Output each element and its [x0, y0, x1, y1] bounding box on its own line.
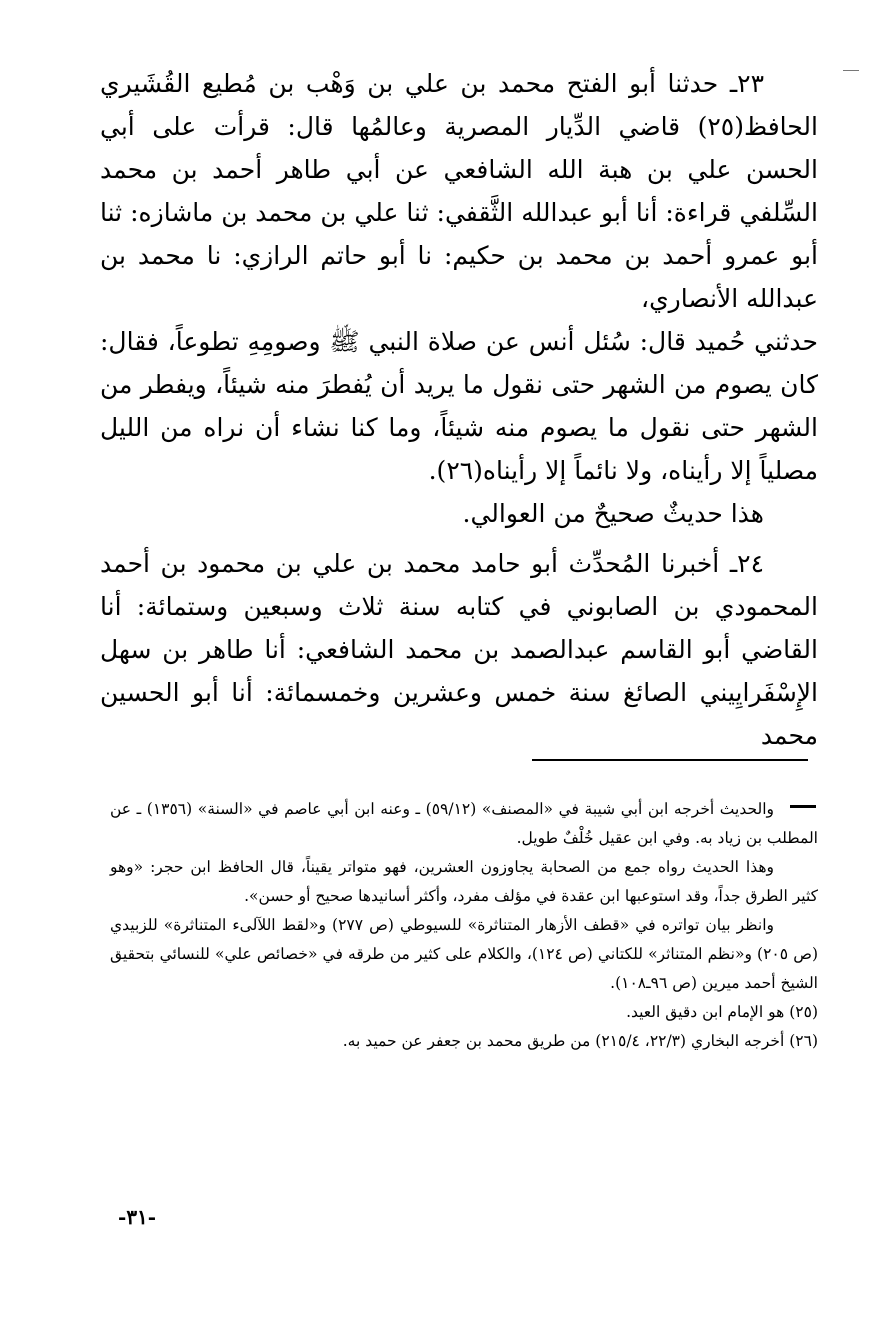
page-edge-mark: [843, 70, 859, 71]
continuation-dash: [790, 805, 816, 808]
page-number: -٣١-: [118, 1205, 157, 1229]
hadith-23-grading: هذا حديثٌ صحيحٌ من العوالي.: [462, 499, 764, 528]
footnote-continuation-1: والحديث أخرجه ابن أبي شيبة في «المصنف» (٥٩/١٢) ـ وعنه ابن أبي عاصم في «السنة» (١٣٥٦) ـ عن المطلب بن زياد به. وفي ابن عقيل خُلْفٌ طويل.: [110, 800, 818, 847]
hadith-23-matn: حدثني حُميد قال: سُئل أنس عن صلاة النبي ﷺ وصومِهِ تطوعاً، فقال: كان يصوم من الشهر حتى نقول ما يريد أن يُفطرَ منه شيئاً، ويفطر من الشهر حتى نقول ما يصوم منه شيئاً، وما كنا نشاء أن نراه من الليل مصلياً إلا رأيناه، ولا نائماً إلا رأيناه(٢٦).: [100, 327, 818, 485]
hadith-23-isnad: ٢٣ـ حدثنا أبو الفتح محمد بن علي بن وَهْب بن مُطيع القُشَيري الحافظ(٢٥) قاضي الدِّيار المصرية وعالمُها قال: قرأت على أبي الحسن علي بن هبة الله الشافعي عن أبي طاهر أحمد بن محمد السِّلفي قراءة: أنا أبو عبدالله الثَّقفي: ثنا علي بن محمد بن ماشازه: ثنا أبو عمرو أحمد بن محمد بن حكيم: نا أبو حاتم الرازي: نا محمد بن عبدالله الأنصاري،: [100, 69, 818, 313]
footnote-26: (٢٦) أخرجه البخاري (٢٢/٣، ٢١٥/٤) من طريق محمد بن جعفر عن حميد به.: [342, 1032, 818, 1050]
footnote-continuation-2: وهذا الحديث رواه جمع من الصحابة يجاوزون العشرين، فهو متواتر يقيناً، قال الحافظ ابن حجر: «وهو كثير الطرق جداً، وقد استوعبها ابن عقدة في مؤلف مفرد، وأكثر أسانيدها صحيح أو حسن».: [110, 858, 818, 905]
footnote-25: (٢٥) هو الإمام ابن دقيق العيد.: [626, 1003, 818, 1021]
footnote-continuation-3: وانظر بيان تواتره في «قطف الأزهار المتناثرة» للسيوطي (ص ٢٧٧) و«لقط اللآلىء المتناثرة» للزبيدي (ص ٢٠٥) و«نظم المتناثر» للكتاني (ص ١٢٤)، والكلام على كثير من طرقه في «خصائص علي» للنسائي بتحقيق الشيخ أحمد ميرين (ص ٩٦ـ١٠٨).: [110, 916, 819, 992]
main-text: [100, 62, 818, 757]
footnotes: [110, 795, 818, 1056]
footnote-separator: [532, 759, 808, 761]
hadith-24-isnad: ٢٤ـ أخبرنا المُحدِّث أبو حامد محمد بن علي بن محمود بن أحمد المحمودي بن الصابوني في كتابه سنة ثلاث وسبعين وستمائة: أنا القاضي أبو القاسم عبدالصمد بن محمد الشافعي: أنا طاهر بن سهل الإِسْفَرايِيني الصائغ سنة خمس وعشرين وخمسمائة: أنا أبو الحسين محمد: [100, 549, 818, 750]
